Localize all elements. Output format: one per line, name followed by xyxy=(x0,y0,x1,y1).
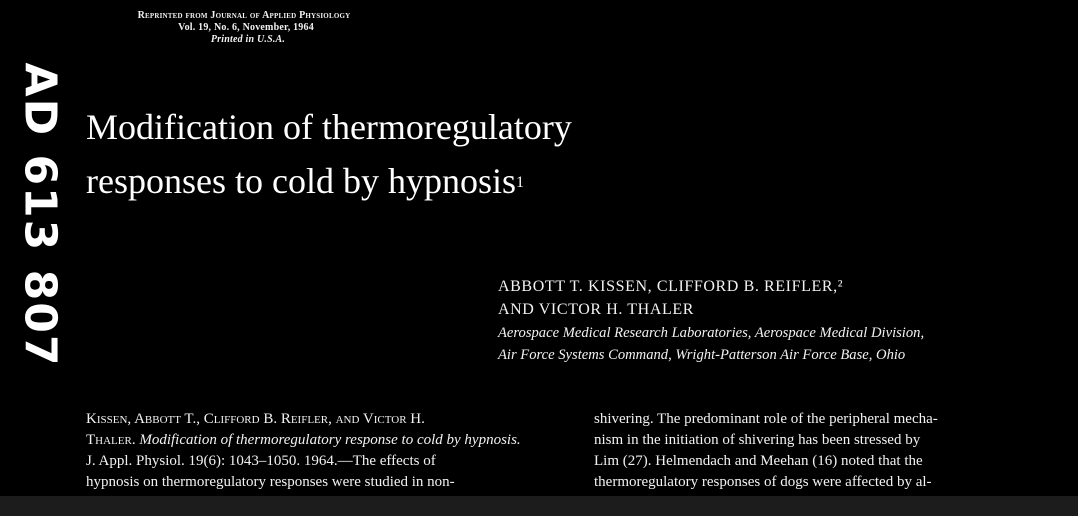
reprint-journal-line: Reprinted from Journal of Applied Physiology xyxy=(137,10,351,21)
body-column xyxy=(594,409,1066,493)
body-line-1: shivering. The predominant role of the peripheral mecha- xyxy=(594,411,938,427)
authors-line-2: AND VICTOR H. THALER xyxy=(498,301,695,318)
paper-title xyxy=(86,100,572,208)
body-line-3: Lim (27). Helmendach and Meehan (16) noted that the xyxy=(594,453,923,469)
abstract-line-1: Kissen, Abbott T., Clifford B. Reifler, and Victor H. xyxy=(86,411,425,427)
title-footnote-mark: 1 xyxy=(515,174,524,191)
abstract-line-2 xyxy=(86,430,558,451)
authors-line-1: ABBOTT T. KISSEN, CLIFFORD B. REIFLER,² xyxy=(498,278,844,295)
body-line-4: thermoregulatory responses of dogs were affected by al- xyxy=(594,474,932,490)
abstract-line-3: J. Appl. Physiol. 19(6): 1043–1050. 1964.—The effects of xyxy=(86,453,436,469)
reprint-printed-line: Printed in U.S.A. xyxy=(210,34,286,45)
abstract-title-citation: Modification of thermoregulatory response to cold by hypnosis. xyxy=(139,432,521,448)
title-line-1: Modification of thermoregulatory xyxy=(86,107,572,147)
document-number-stamp xyxy=(10,40,70,390)
reprint-volume-line: Vol. 19, No. 6, November, 1964 xyxy=(178,22,314,33)
abstract-column xyxy=(86,409,558,493)
affiliation xyxy=(498,322,924,366)
title-line-2 xyxy=(86,154,572,208)
reprint-header xyxy=(88,10,400,46)
stamp-number: AD 613 807 xyxy=(14,62,66,368)
body-line-2: nism in the initiation of shivering has been stressed by xyxy=(594,432,921,448)
viewer-bottom-bar xyxy=(0,496,1078,516)
abstract-line-4: hypnosis on thermoregulatory responses were studied in non- xyxy=(86,474,455,490)
abstract-author-tail: Thaler. xyxy=(86,432,136,448)
affiliation-line-1: Aerospace Medical Research Laboratories, Aerospace Medical Division, xyxy=(498,325,925,341)
title-line-2-text: responses to cold by hypnosis xyxy=(86,161,516,201)
author-list xyxy=(498,275,843,321)
affiliation-line-2: Air Force Systems Command, Wright-Patterson Air Force Base, Ohio xyxy=(498,347,906,363)
